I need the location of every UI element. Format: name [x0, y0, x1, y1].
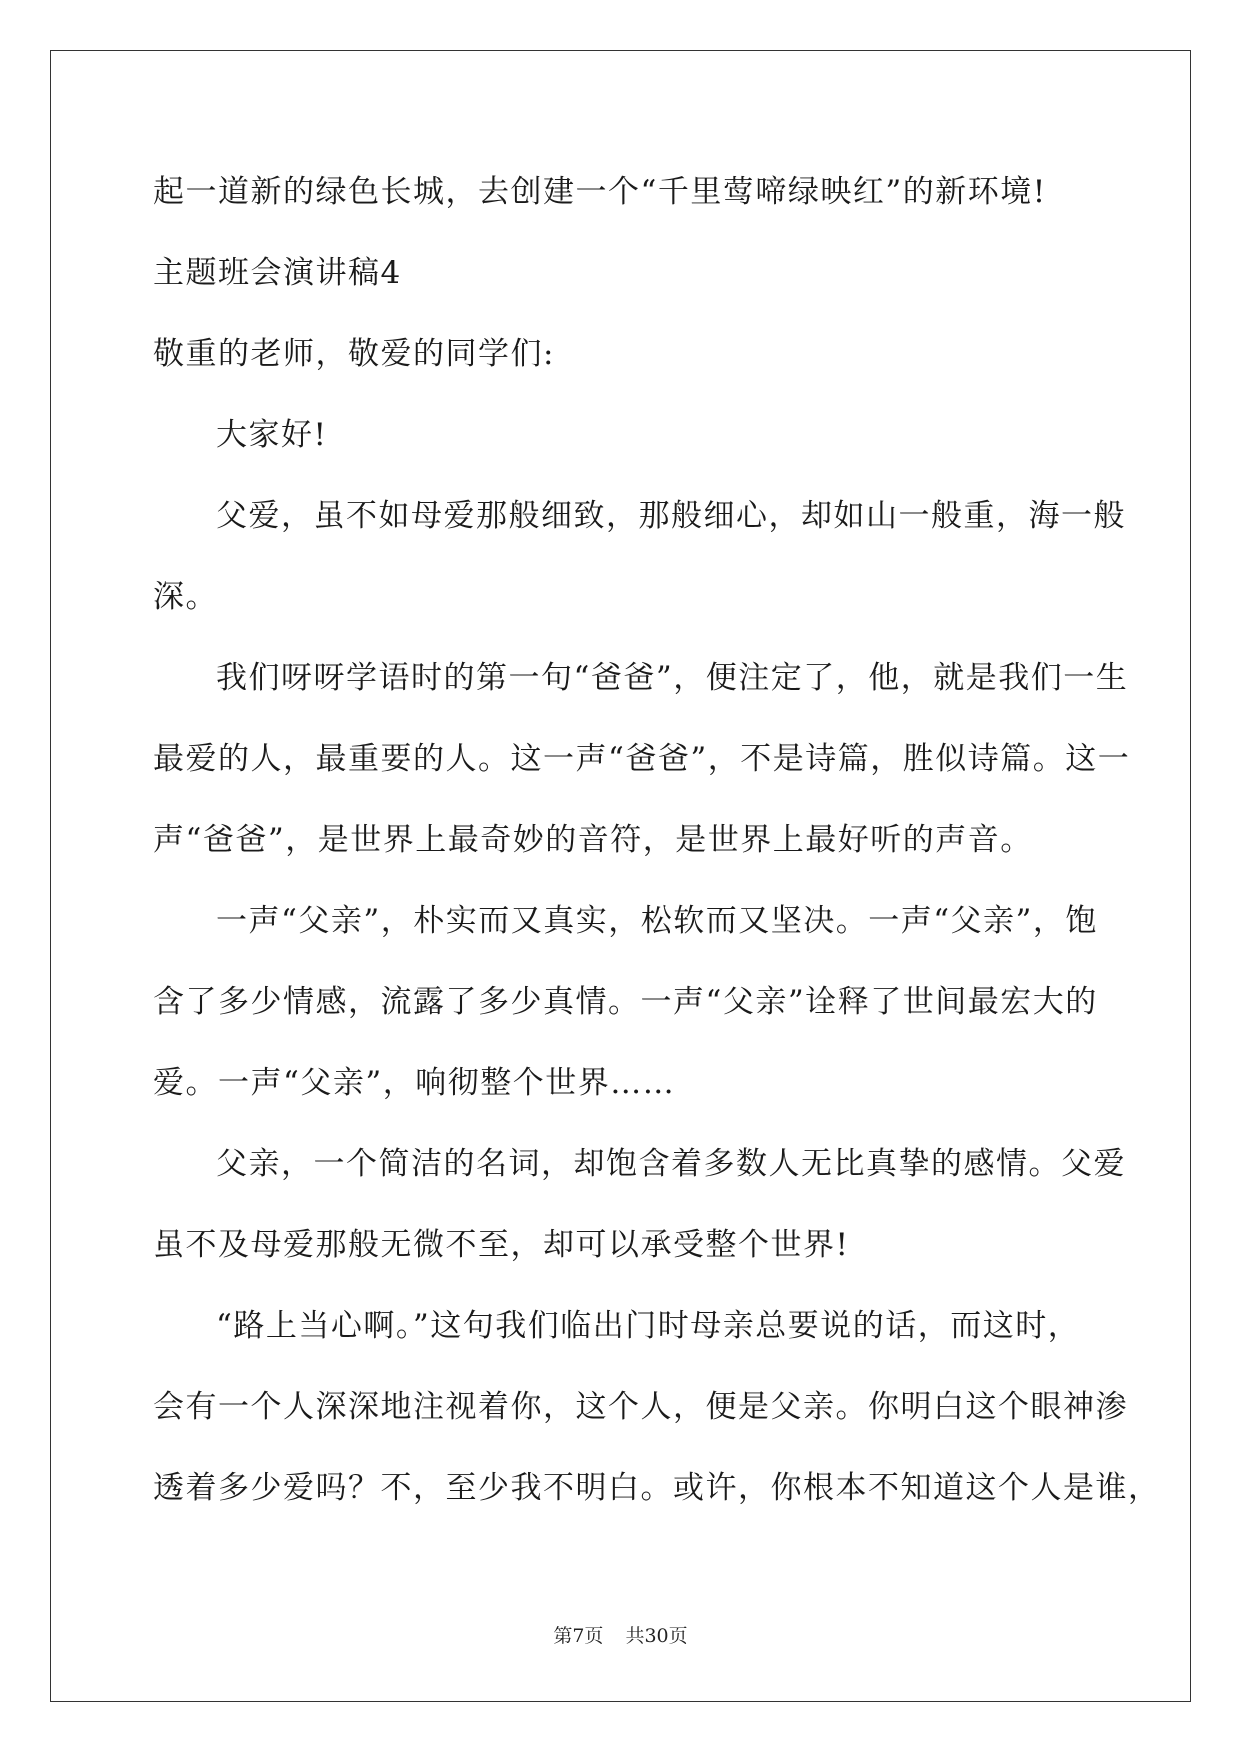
page-number: 第7页 [553, 1625, 604, 1647]
text-line: 声“爸爸”，是世界上最奇妙的音符，是世界上最好听的声音。 [153, 822, 1033, 858]
text-line: 深。 [153, 579, 218, 615]
page-total: 共30页 [625, 1625, 688, 1647]
page-footer [0, 1624, 1241, 1648]
text-line: 一声“父亲”，朴实而又真实，松软而又坚决。一声“父亲”，饱 [216, 903, 1098, 939]
text-line: 会有一个人深深地注视着你，这个人，便是父亲。你明白这个眼神渗 [153, 1389, 1128, 1425]
text-line: 含了多少情感，流露了多少真情。一声“父亲”诠释了世间最宏大的 [153, 984, 1098, 1020]
greeting: 大家好! [216, 417, 328, 453]
text-line: 起一道新的绿色长城，去创建一个“千里莺啼绿映红”的新环境! [153, 174, 1047, 210]
text-line: 最爱的人，最重要的人。这一声“爸爸”，不是诗篇，胜似诗篇。这一 [153, 741, 1131, 777]
page-border [50, 50, 1191, 1702]
text-line: 我们呀呀学语时的第一句“爸爸”，便注定了，他，就是我们一生 [216, 660, 1129, 696]
text-line: “路上当心啊。”这句我们临出门时母亲总要说的话，而这时， [216, 1308, 1081, 1344]
text-line: 透着多少爱吗？不，至少我不明白。或许，你根本不知道这个人是谁， [153, 1470, 1161, 1506]
text-line: 父爱，虽不如母爱那般细致，那般细心，却如山一般重，海一般 [216, 498, 1126, 534]
salutation: 敬重的老师，敬爱的同学们: [153, 336, 555, 372]
text-line: 虽不及母爱那般无微不至，却可以承受整个世界! [153, 1227, 850, 1263]
text-line: 爱。一声“父亲”，响彻整个世界…… [153, 1065, 676, 1101]
section-heading: 主题班会演讲稿4 [153, 255, 402, 291]
text-line: 父亲，一个简洁的名词，却饱含着多数人无比真挚的感情。父爱 [216, 1146, 1126, 1182]
